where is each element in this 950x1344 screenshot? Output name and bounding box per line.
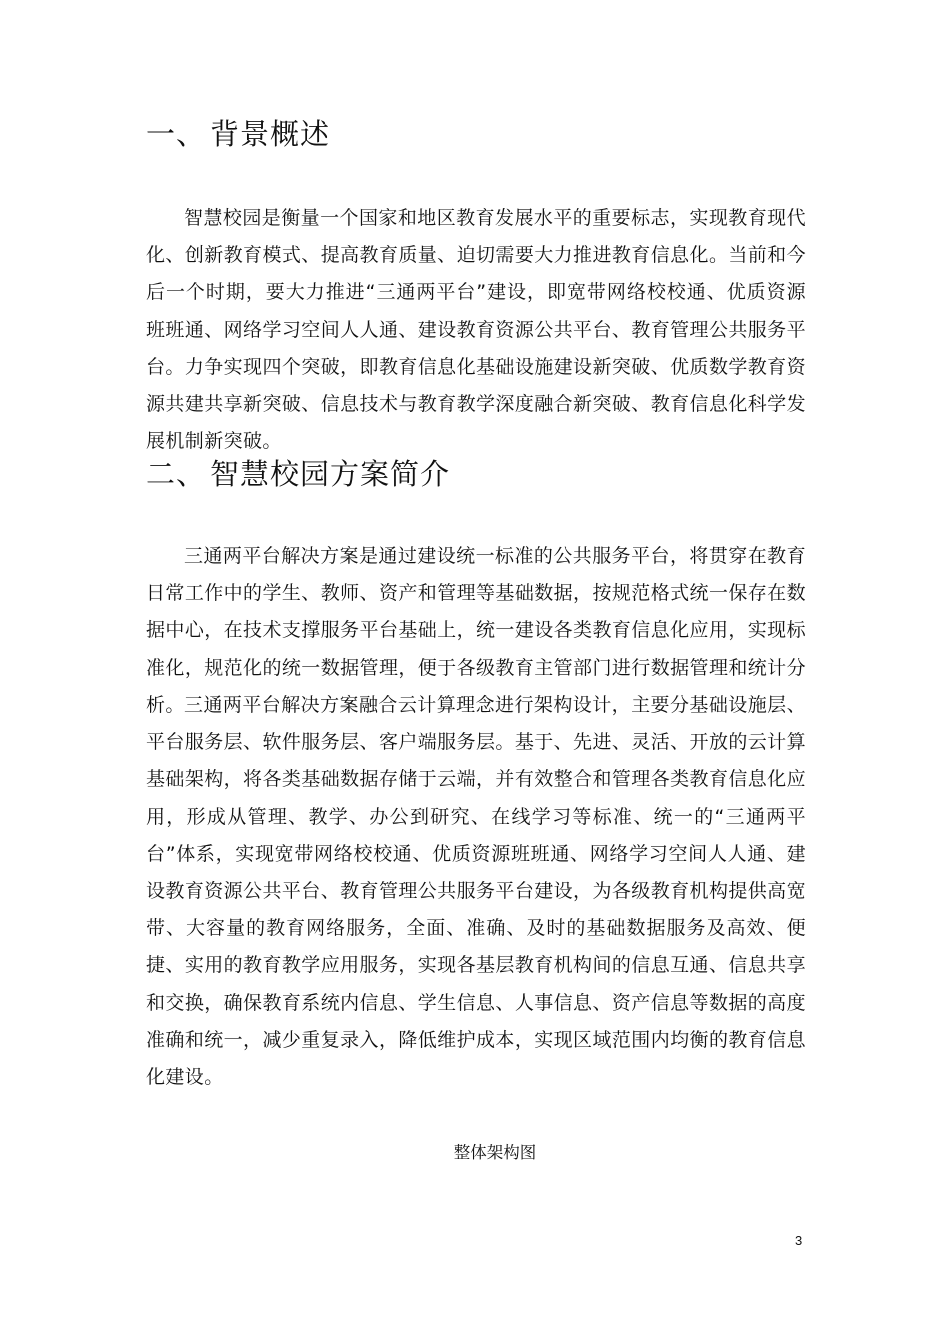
paragraph-background: 智慧校园是衡量一个国家和地区教育发展水平的重要标志，实现教育现代化、创新教育模式、提高教育质量、迫切需要大力推进教育信息化。当前和今后一个时期，要大力推进“三通两平台”建设，即宽带网络校校通、优质资源班班通、网络学习空间人人通、建设教育资源公共平台、教育管理公共服务平台。力争实现四个突破，即教育信息化基础设施建设新突破、优质数学教育资源共建共享新突破、信息技术与教育教学深度融合新突破、教育信息化科学发展机制新突破。: [146, 207, 806, 453]
section-title: 背景概述: [210, 117, 331, 151]
section-heading-solution: [146, 454, 450, 494]
section-number: 二、: [146, 457, 207, 491]
figure-caption: 整体架构图: [453, 1143, 537, 1162]
page-number: 3: [795, 1233, 803, 1248]
paragraph-solution-intro: 三通两平台解决方案是通过建设统一标准的公共服务平台，将贯穿在教育日常工作中的学生、教师、资产和管理等基础数据，按规范格式统一保存在数据中心，在技术支撑服务平台基础上，统一建设各类教育信息化应用，实现标准化，规范化的统一数据管理，便于各级教育主管部门进行数据管理和统计分析。: [146, 545, 806, 716]
section-title: 智慧校园方案简介: [210, 457, 451, 491]
section-heading-background: [146, 114, 330, 154]
section-number: 一、: [146, 117, 207, 151]
paragraph-solution-architecture: 三通两平台解决方案融合云计算理念进行架构设计，主要分基础设施层、平台服务层、软件服务层、客户端服务层。基于、先进、灵活、开放的云计算基础架构，将各类基础数据存储于云端，并有效整合和管理各类教育信息化应用，形成从管理、教学、办公到研究、在线学习等标准、统一的“三通两平台”体系，实现宽带网络校校通、优质资源班班通、网络学习空间人人通、建设教育资源公共平台、教育管理公共服务平台建设，为各级教育机构提供高宽带、大容量的教育网络服务，全面、准确、及时的基础数据服务及高效、便捷、实用的教育教学应用服务，实现各基层教育机构间的信息互通、信息共享和交换，确保教育系统内信息、学生信息、人事信息、资产信息等数据的高度准确和统一，减少重复录入，降低维护成本，实现区域范围内均衡的教育信息化建设。: [146, 694, 806, 1089]
